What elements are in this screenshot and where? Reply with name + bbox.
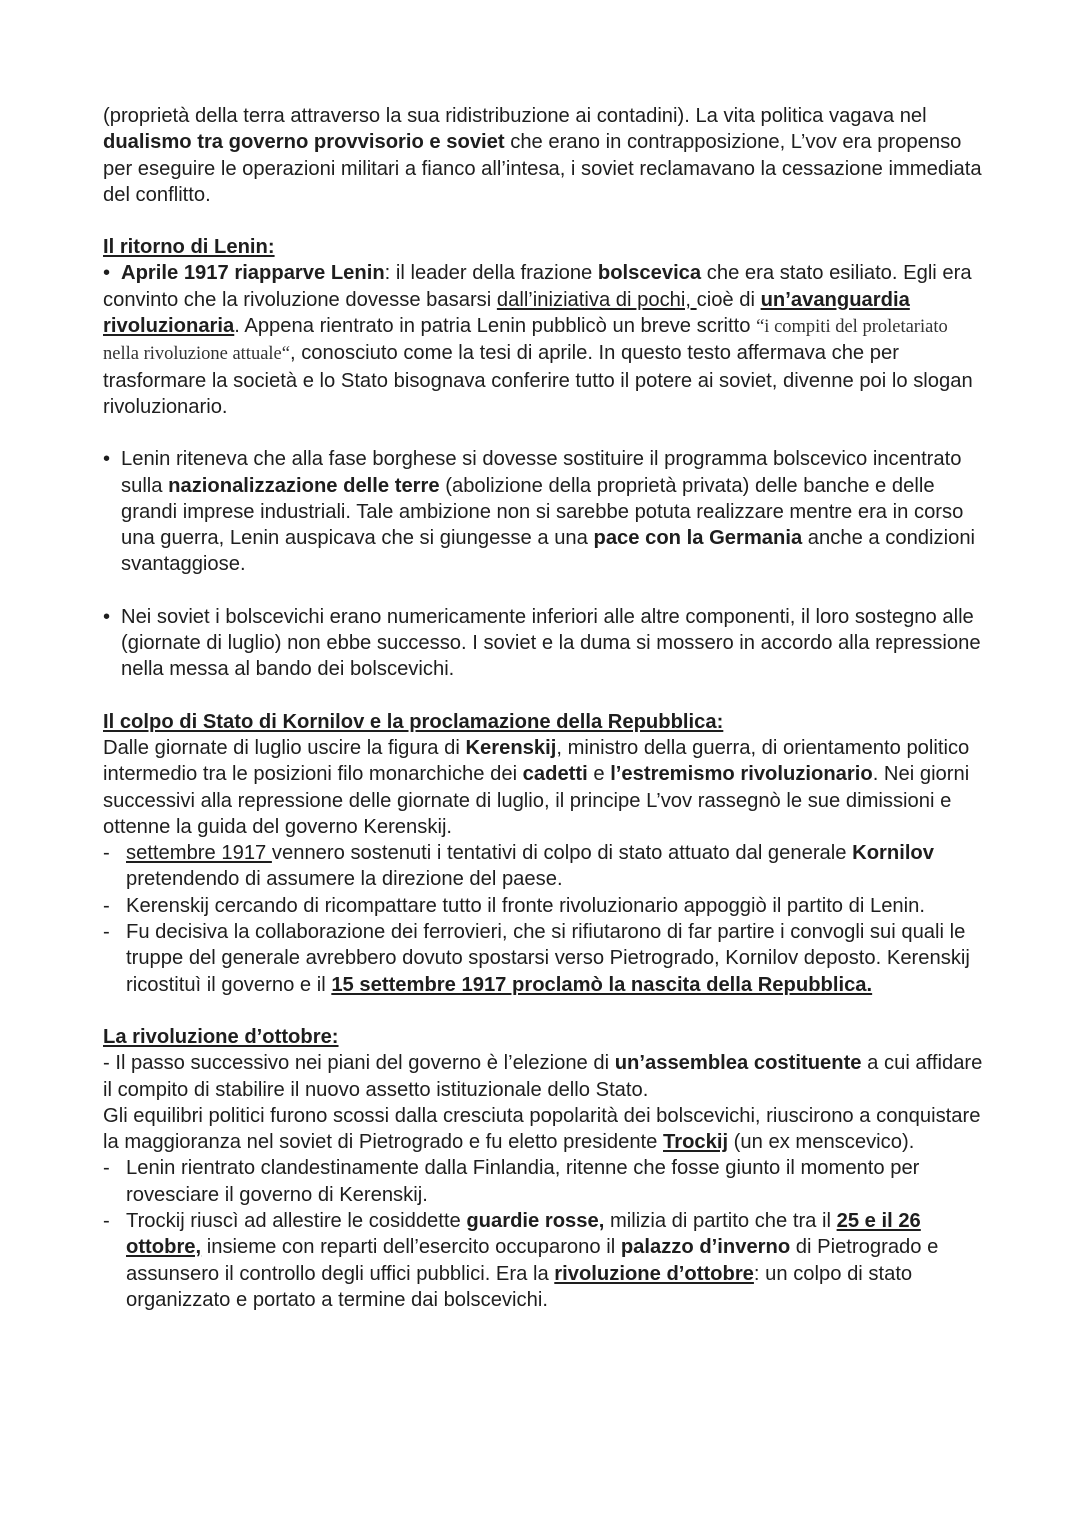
list-item [103,1155,983,1208]
text-run: a cui affidare il compito di stabilire il nuovo assetto istituzionale dello Stato. [103,1052,983,1101]
bold-term: l’estremismo rivoluzionario [610,763,873,786]
text-run: : un colpo di stato organizzato e portato a termine dai bolscevichi. [126,1262,913,1311]
text-run: . Appena rientrato in patria Lenin pubblicò un breve scritto [234,315,757,338]
bold-term: cadetti [522,763,588,786]
ottobre-intro-1 [103,1050,983,1103]
text-run: Trockij riuscì ad allestire le cosiddette [126,1209,467,1232]
lenin-bullet-list [103,446,983,682]
text-run: Dalle giornate di luglio uscire la figura di [103,736,466,759]
text-run: insieme con reparti dell’esercito occuparono il [201,1236,621,1259]
text-run: anche a condizioni svantaggiose. [121,527,976,576]
kornilov-intro [103,735,983,840]
text-run: che erano in contrapposizione, L’vov era propenso per eseguire le operazioni militari a fianco all’intesa, i soviet reclamavano la cessazione immediata del conflitto. [103,131,982,206]
text-run: milizia di partito che tra il [604,1209,837,1232]
text-run: Lenin riteneva che alla fase borghese si dovesse sostituire il programma bolscevico incentrato sulla [121,448,962,497]
text-run: Lenin rientrato clandestinamente dalla Finlandia, ritenne che fosse giunto il momento per rovesciare il governo di Kerenskij. [126,1157,920,1206]
bold-underlined-term: 25 e il 26 ottobre, [126,1209,921,1259]
section-heading-kornilov: Il colpo di Stato di Kornilov e la proclamazione della Repubblica: [103,710,724,733]
text-run: e [587,763,611,786]
text-run: Nei soviet i bolscevichi erano numericamente inferiori alle altre componenti, il loro sostegno alle (giornate di luglio) non ebbe successo. I soviet e la duma si mossero in accordo alla repressione nella messa al bando dei bolscevichi. [121,605,981,681]
ottobre-dash-list [103,1155,983,1313]
text-run: di Pietrogrado e assunsero il controllo degli uffici pubblici. Era la [126,1236,939,1285]
intro-paragraph [103,103,983,208]
list-item [103,840,983,893]
bold-term: Aprile 1917 riapparve Lenin [121,262,385,285]
text-run: . Nei giorni successivi alla repressione delle giornate di luglio, il principe L’vov rassegnò le sue dimissioni e ottenne la guida del governo Kerenskij. [103,763,970,838]
quoted-title: “i compiti del proletariato nella rivoluzione attuale“ [103,317,948,365]
bold-underlined-term: rivoluzione d’ottobre [554,1262,754,1285]
bold-underlined-term: un’avanguardia rivoluzionaria [103,288,910,338]
text-run: pretendendo di assumere la direzione del paese. [126,868,563,891]
list-item [103,919,983,998]
bold-term: Kornilov [852,842,934,865]
bullet-icon: • [103,262,111,285]
list-item [103,893,983,919]
bold-underlined-term: 15 settembre 1917 proclamò la nascita della Repubblica. [331,973,873,996]
list-item [103,1208,983,1313]
text-run: Fu decisiva la collaborazione dei ferrovieri, che si rifiutarono di far partire i convogli sui quali le truppe del generale avrebbero dovuto spostarsi verso Pietrogrado, Kornilov deposto. Kerenskij ricostituì il governo e il [126,921,970,996]
section-heading-ottobre: La rivoluzione d’ottobre: [103,1025,339,1048]
text-run: Gli equilibri politici furono scossi dalla cresciuta popolarità dei bolscevichi, riuscirono a conquistare la maggioranza nel soviet di Pietrogrado e fu eletto presidente [103,1104,981,1154]
bold-term: guardie rosse, [466,1209,605,1232]
document-page [103,103,983,1313]
bold-underlined-term: Trockij [663,1131,729,1154]
bold-term: nazionalizzazione delle terre [168,474,440,497]
list-item [103,604,983,683]
text-run: (proprietà della terra attraverso la sua ridistribuzione ai contadini). La vita politica vagava nel [103,105,927,127]
text-run: vennero sostenuti i tentativi di colpo di stato attuato dal generale [271,842,853,865]
bold-term: palazzo d’inverno [620,1236,791,1259]
underlined-term: dall’iniziativa di pochi, [496,288,697,311]
text-run: cioè di [696,288,761,311]
underlined-term: settembre 1917 [126,842,272,865]
text-run: Kerenskij cercando di ricompattare tutto il fronte rivoluzionario appoggiò il partito di Lenin. [126,894,925,917]
text-run: , ministro della guerra, di orientamento politico intermedio tra le posizioni filo monarchiche dei [103,736,970,786]
section-heading-lenin: Il ritorno di Lenin: [103,236,275,259]
bold-term: Kerenskij [465,736,557,759]
bold-term: dualismo tra governo provvisorio e soviet [103,131,505,154]
bold-term: pace con la Germania [593,527,803,550]
text-run: (abolizione della proprietà privata) delle banche e delle grandi imprese industriali. Tale ambizione non si sarebbe potuta realizzare mentre era in corso una guerra, Lenin auspicava che si giungesse a una [121,474,964,550]
text-run: , conosciuto come la tesi di aprile. In questo testo affermava che per trasformare la società e lo Stato bisognava conferire tutto il potere ai soviet, divenne poi lo slogan rivoluzionario. [103,342,973,418]
bold-term: bolscevica [597,262,702,285]
text-run: - Il passo successivo nei piani del governo è l’elezione di [103,1052,615,1075]
text-run: : il leader della frazione [384,262,598,285]
bold-term: un’assemblea costituente [614,1052,862,1075]
text-run: che era stato esiliato. Egli era convinto che la rivoluzione dovesse basarsi [103,262,972,311]
list-item [103,446,983,577]
text-run: (un ex menscevico). [728,1131,915,1154]
lenin-paragraph-1 [103,260,983,420]
ottobre-intro-2 [103,1103,983,1156]
kornilov-dash-list [103,840,983,998]
